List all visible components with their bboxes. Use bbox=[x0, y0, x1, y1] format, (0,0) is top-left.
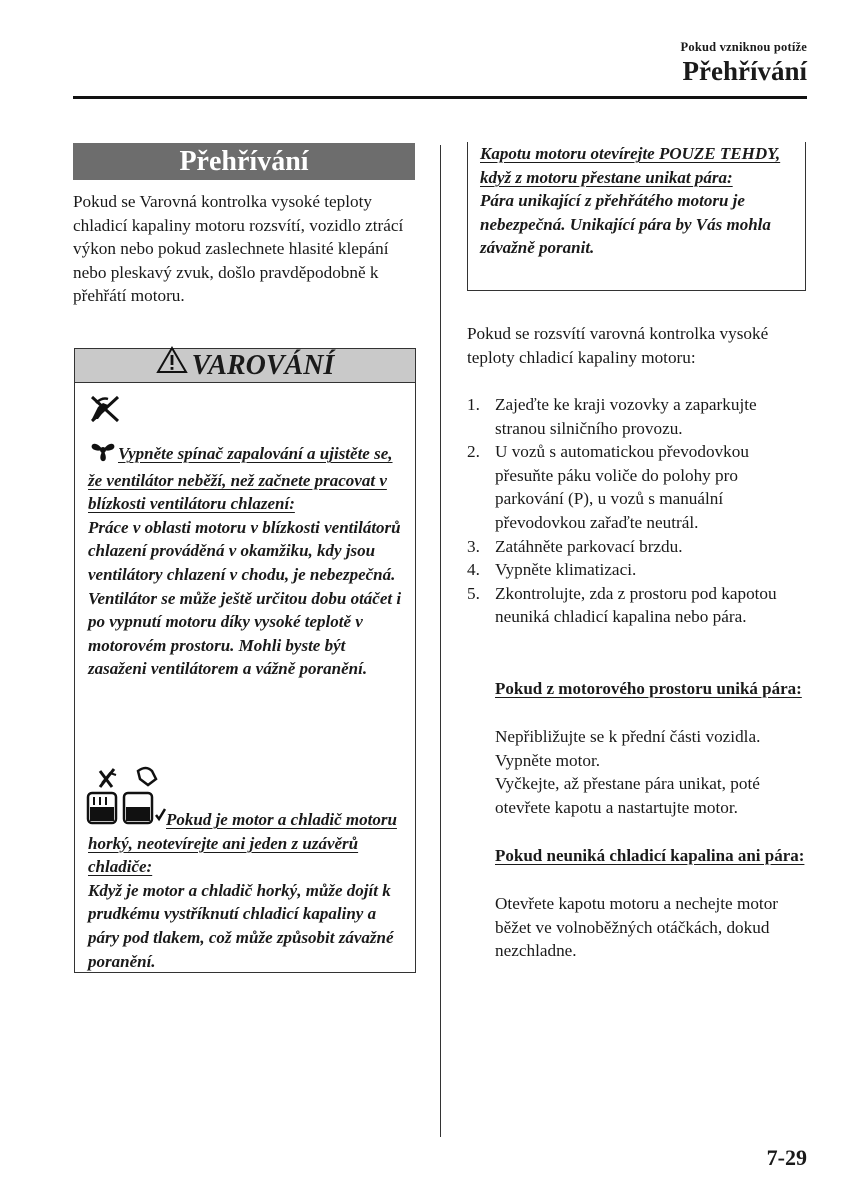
procedure-intro: Pokud se rozsvítí varovná kontrolka vysoké teploty chladicí kapaliny motoru: bbox=[467, 324, 769, 367]
column-divider bbox=[440, 145, 441, 1137]
fan-icon bbox=[88, 438, 118, 469]
chapter-header: Pokud vzniknou potíže bbox=[680, 40, 807, 54]
case-no-leak-title: Pokud neuniká chladicí kapalina ani pára: bbox=[495, 846, 805, 865]
list-item: 1. Zajeďte ke kraji vozovky a zaparkujte stranou silničního provozu. bbox=[467, 395, 757, 438]
warning-item-2 bbox=[88, 808, 408, 973]
steam-warning-body: Pára unikající z přehřátého motoru je nebezpečná. Unikající pára by Vás mohla závažně poranit. bbox=[480, 191, 771, 258]
case-steam-text: Nepřibližujte se k přední části vozidla. Vypněte motor. Vyčkejte, až přestane pára unikat, poté otevřete kapotu a nastartujte motor. bbox=[495, 727, 761, 817]
warning-header bbox=[74, 348, 416, 383]
header-rule bbox=[73, 96, 807, 99]
list-item: 5. Zkontrolujte, zda z prostoru pod kapotou neuniká chladicí kapalina nebo pára. bbox=[467, 583, 777, 627]
section-title: Přehřívání bbox=[73, 143, 415, 180]
procedure-steps bbox=[467, 393, 807, 629]
warning-item-1-body: Práce v oblasti motoru v blízkosti ventilátorů chlazení prováděná v okamžiku, kdy jsou ventilátory chlazení v chodu, je nebezpečná. Ventilátor se může ještě určitou dobu otáčet i po vypnutí motoru díky vysoké teplotě v motorovém prostoru. Mohli byste být zasaženi ventilátorem a vážně poranění. bbox=[88, 517, 402, 679]
case-steam-title: Pokud z motorového prostoru uniká pára: bbox=[495, 679, 802, 698]
warning-item-2-body: Když je motor a chladič horký, může dojít k prudkému vystříknutí chladicí kapaliny a páry pod tlakem, což může způsobit závažné poranění. bbox=[88, 880, 394, 971]
intro-paragraph: Pokud se Varovná kontrolka vysoké teploty chladicí kapaliny motoru rozsvítí, vozidlo ztrácí výkon nebo pokud zaslechnete hlasité klepání nebo pleskavý zvuk, došlo pravděpodobně k přehřátí motoru. bbox=[73, 192, 404, 306]
steam-warning bbox=[480, 142, 790, 260]
no-hand-fan-icon bbox=[88, 393, 122, 430]
warning-item-2-heading: Pokud je motor a chladič motoru horký, neotevírejte ani jeden z uzávěrů chladiče: bbox=[88, 810, 397, 877]
list-item: 4. Vypněte klimatizaci. bbox=[467, 560, 637, 580]
list-item: 2. U vozů s automatickou převodovkou přesuňte páku voliče do polohy pro parkování (P), u vozů s manuální převodovkou zařaďte neutrál. bbox=[467, 442, 749, 532]
warning-item-1-heading: Vypněte spínač zapalování a ujistěte se, že ventilátor neběží, než začnete pracovat v blízkosti ventilátoru chlazení: bbox=[88, 444, 393, 514]
case-no-leak-text: Otevřete kapotu motoru a nechejte motor běžet ve volnoběžných otáčkách, dokud nezchladne. bbox=[495, 894, 779, 961]
page-number: 7-29 bbox=[766, 1145, 807, 1170]
warning-item-1 bbox=[88, 438, 408, 681]
warning-triangle-icon bbox=[156, 346, 188, 383]
warning-label: VAROVÁNÍ bbox=[191, 350, 335, 381]
steam-warning-heading: Kapotu motoru otevírejte POUZE TEHDY, když z motoru přestane unikat pára: bbox=[480, 144, 781, 187]
list-item: 3. Zatáhněte parkovací brzdu. bbox=[467, 536, 683, 556]
page-header-title: Přehřívání bbox=[682, 56, 807, 86]
